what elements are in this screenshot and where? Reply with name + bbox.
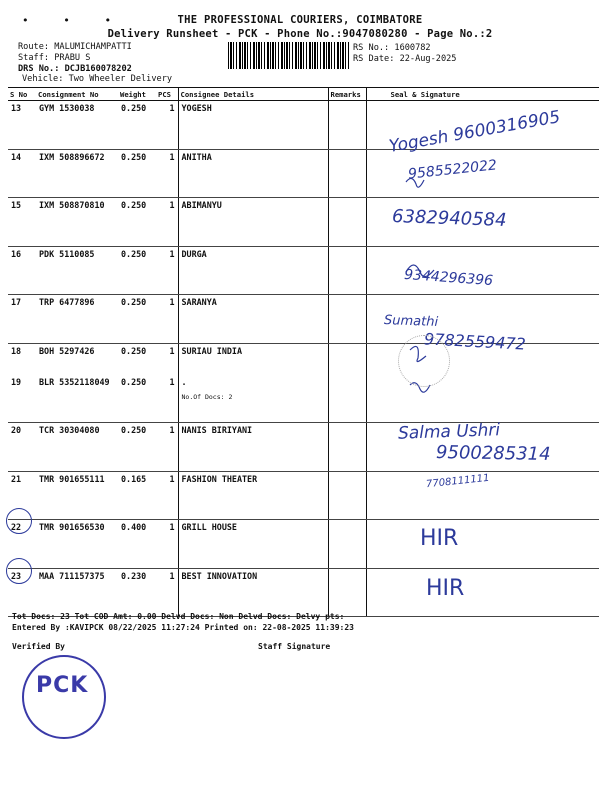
col-pcs: PCS bbox=[156, 88, 178, 101]
table-header-row bbox=[8, 88, 599, 101]
row-circle-mark bbox=[6, 558, 32, 584]
entered-by-line: Entered By :KAVIPCK 08/22/2025 11:27:24 Printed on: 22-08-2025 11:39:23 bbox=[12, 623, 354, 632]
cell-remarks bbox=[328, 568, 366, 617]
cell-remarks bbox=[328, 149, 366, 198]
cell-remarks bbox=[328, 198, 366, 247]
drs-number: DRS No.: DCJB160078202 bbox=[18, 64, 132, 74]
cell-remarks bbox=[328, 343, 366, 375]
col-sno: S No bbox=[8, 88, 36, 101]
staff-label: Staff: PRABU S bbox=[18, 53, 91, 63]
cell-consignment: PDK 5110085 bbox=[36, 246, 118, 295]
handwritten-signature: 6382940584 bbox=[391, 206, 507, 231]
cell-pcs: 1 bbox=[156, 149, 178, 198]
cell-sno: 19 bbox=[8, 375, 36, 423]
company-name: THE PROFESSIONAL COURIERS, COIMBATORE bbox=[177, 14, 423, 26]
cell-pcs: 1 bbox=[156, 375, 178, 423]
rs-number: RS No.: 1600782 bbox=[353, 43, 431, 53]
cell-consignment: TMR 901656530 bbox=[36, 520, 118, 569]
table-row bbox=[8, 568, 599, 617]
cell-remarks bbox=[328, 520, 366, 569]
col-remarks: Remarks bbox=[328, 88, 366, 101]
handwritten-signature: 9500285314 bbox=[435, 442, 551, 465]
cell-pcs: 1 bbox=[169, 345, 175, 356]
handwritten-signature: HIR bbox=[420, 526, 459, 551]
handwritten-signature: Salma Ushri bbox=[397, 420, 501, 444]
cell-consignment: MAA 711157375 bbox=[36, 568, 118, 617]
cell-sno: 22 bbox=[8, 520, 36, 569]
vehicle-label: Vehicle: Two Wheeler Delivery bbox=[22, 74, 173, 84]
cell-pcs: 1 bbox=[156, 246, 178, 295]
cell-consignment: TRP 6477896 bbox=[36, 295, 118, 344]
cell-weight: 0.250 bbox=[118, 295, 156, 344]
cell-sno: 20 bbox=[8, 423, 36, 472]
cell-weight: 0.250 bbox=[118, 423, 156, 472]
handwritten-signature: 9344296396 bbox=[403, 266, 494, 290]
col-seal-signature: Seal & Signature bbox=[366, 88, 599, 101]
handwritten-signature: HIR bbox=[426, 576, 465, 601]
cell-remarks bbox=[328, 246, 366, 295]
cell-consignee: BEST INNOVATION bbox=[178, 568, 328, 617]
handwritten-signature: 7708111111 bbox=[425, 472, 491, 491]
cell-sno: 18 bbox=[11, 345, 22, 356]
cell-pcs: 1 bbox=[156, 101, 178, 150]
cell-sno: 23 bbox=[8, 568, 36, 617]
table-row bbox=[8, 520, 599, 569]
cell-signature bbox=[366, 520, 599, 569]
cell-consignment: IXM 508870810 bbox=[36, 198, 118, 247]
cell-weight: 0.165 bbox=[118, 471, 156, 520]
cell-sno: 17 bbox=[8, 295, 36, 344]
route-label: Route: MALUMICHAMPATTI bbox=[18, 42, 132, 52]
cell-consignment: IXM 508896672 bbox=[36, 149, 118, 198]
cell-consignment: GYM 1530038 bbox=[36, 101, 118, 150]
header-dots: • • • bbox=[22, 14, 126, 27]
cell-consignee: YOGESH bbox=[178, 101, 328, 150]
cell-sno: 15 bbox=[8, 198, 36, 247]
cell-consignment: TCR 30304080 bbox=[36, 423, 118, 472]
totals-line: Tot Docs: 23 Tot COD Amt: 0.00 Delvd Docs: Non Delvd Docs: Delvy pts: bbox=[12, 612, 345, 621]
handwritten-signature: 9782559472 bbox=[423, 329, 527, 354]
cell-pcs: 1 bbox=[156, 520, 178, 569]
cell-weight: 0.250 bbox=[118, 246, 156, 295]
staff-signature-label: Staff Signature bbox=[258, 642, 331, 651]
cell-consignee: GRILL HOUSE bbox=[178, 520, 328, 569]
consignee-name: . bbox=[181, 376, 187, 387]
table-row bbox=[8, 471, 599, 520]
handwritten-signature: Yogesh 9600316905 bbox=[387, 107, 562, 157]
cell-weight: 0.250 bbox=[118, 375, 156, 423]
runsheet-title: Delivery Runsheet - PCK - Phone No.:9047080280 - Page No.:2 bbox=[107, 28, 493, 40]
col-weight: Weight bbox=[118, 88, 156, 101]
cell-consignee: SARANYA bbox=[178, 295, 328, 344]
cell-remarks bbox=[328, 471, 366, 520]
cell-pcs: 1 bbox=[156, 423, 178, 472]
col-consignment: Consignment No bbox=[36, 88, 118, 101]
cell-weight: 0.250 bbox=[118, 198, 156, 247]
cell-consignee: SURIAU INDIA bbox=[178, 343, 328, 375]
cell-sno: 14 bbox=[8, 149, 36, 198]
cell-weight: 0.250 bbox=[118, 149, 156, 198]
cell-consignee: ABIMANYU bbox=[178, 198, 328, 247]
barcode bbox=[228, 42, 350, 69]
row-circle-mark bbox=[6, 508, 32, 534]
signature-scribbles bbox=[380, 160, 600, 460]
cell-weight: 0.250 bbox=[118, 101, 156, 150]
cell-remarks bbox=[328, 423, 366, 472]
cell-consignment: BOH 5297426 bbox=[39, 345, 95, 356]
cell-consignment: TMR 901655111 bbox=[36, 471, 118, 520]
cell-consignee: DURGA bbox=[178, 246, 328, 295]
handwritten-signature: 9585522022 bbox=[407, 157, 498, 183]
cell-consignee: NANIS BIRIYANI bbox=[178, 423, 328, 472]
docs-count-note: No.Of Docs: 2 bbox=[181, 392, 233, 401]
cell-weight: 0.250 bbox=[121, 345, 147, 356]
cell-pcs: 1 bbox=[156, 471, 178, 520]
cell-remarks bbox=[328, 375, 366, 423]
cell-consignee: ANITHA bbox=[178, 149, 328, 198]
cell-pcs: 1 bbox=[156, 295, 178, 344]
cell-remarks bbox=[328, 295, 366, 344]
col-consignee: Consignee Details bbox=[178, 88, 328, 101]
cell-weight: 0.230 bbox=[118, 568, 156, 617]
cell-remarks bbox=[328, 101, 366, 150]
cell-pcs: 1 bbox=[156, 198, 178, 247]
cell-consignee: FASHION THEATER bbox=[178, 471, 328, 520]
cell-consignment: BLR 5352118049 bbox=[36, 375, 118, 423]
cell-sno: 21 bbox=[8, 471, 36, 520]
cell-pcs: 1 bbox=[156, 568, 178, 617]
handwritten-signature: Sumathi bbox=[383, 313, 439, 330]
cell-signature bbox=[366, 568, 599, 617]
stamp-text: PCK bbox=[36, 673, 89, 698]
cell-sno: 13 bbox=[8, 101, 36, 150]
cell-consignee bbox=[178, 375, 328, 423]
cell-sno: 16 bbox=[8, 246, 36, 295]
verified-by-label: Verified By bbox=[12, 642, 65, 651]
cell-weight: 0.400 bbox=[118, 520, 156, 569]
rs-date: RS Date: 22-Aug-2025 bbox=[353, 54, 457, 64]
faded-stamp-mark bbox=[398, 335, 450, 387]
